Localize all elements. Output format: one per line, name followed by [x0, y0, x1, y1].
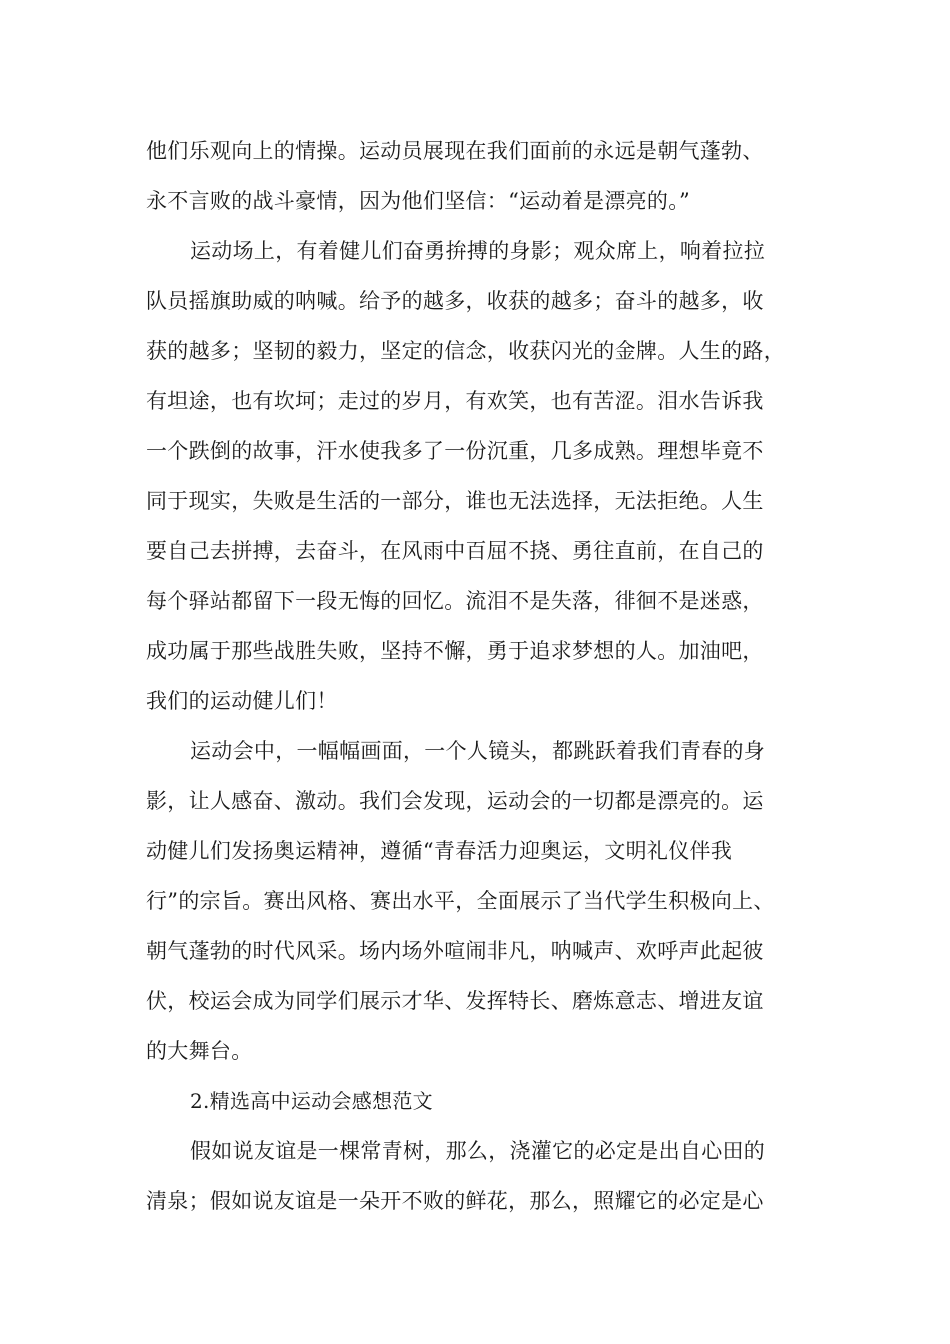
text-line: 运动会中，一幅幅画面，一个人镜头，都跳跃着我们青春的身	[190, 739, 766, 763]
text-line: 我们的运动健儿们！	[146, 689, 338, 713]
text-line: 清泉；假如说友谊是一朵开不败的鲜花，那么，照耀它的必定是心	[146, 1189, 764, 1213]
text-line: 假如说友谊是一棵常青树，那么，浇灌它的必定是出自心田的	[190, 1139, 766, 1163]
text-line: 伏，校运会成为同学们展示才华、发挥特长、磨炼意志、增进友谊	[146, 989, 764, 1013]
text-line: 的大舞台。	[146, 1039, 253, 1063]
text-line: 队员摇旗助威的呐喊。给予的越多，收获的越多；奋斗的越多，收	[146, 289, 764, 313]
text-line: 运动场上，有着健儿们奋勇拚搏的身影；观众席上，响着拉拉	[190, 239, 766, 263]
text-line: 他们乐观向上的情操。运动员展现在我们面前的永远是朝气蓬勃、	[146, 139, 764, 163]
text-line: 同于现实，失败是生活的一部分，谁也无法选择，无法拒绝。人生	[146, 489, 764, 513]
text-line: 要自己去拼搏，去奋斗，在风雨中百屈不挠、勇往直前，在自己的	[146, 539, 764, 563]
text-line: 永不言败的战斗豪情，因为他们坚信：“运动着是漂亮的。”	[146, 189, 691, 213]
text-line: 成功属于那些战胜失败，坚持不懈，勇于追求梦想的人。加油吧，	[146, 639, 764, 663]
text-line: 获的越多；坚韧的毅力，坚定的信念，收获闪光的金牌。人生的路，	[146, 339, 785, 363]
text-line: 一个跌倒的故事，汗水使我多了一份沉重，几多成熟。理想毕竟不	[146, 439, 764, 463]
text-line: 动健儿们发扬奥运精神，遵循“青春活力迎奥运，文明礼仪伴我	[146, 839, 733, 863]
text-line: 朝气蓬勃的时代风采。场内场外喧闹非凡，呐喊声、欢呼声此起彼	[146, 939, 764, 963]
text-line: 每个驿站都留下一段无悔的回忆。流泪不是失落，徘徊不是迷惑，	[146, 589, 764, 613]
text-line: 行”的宗旨。赛出风格、赛出水平，全面展示了当代学生积极向上、	[146, 889, 775, 913]
section-heading: 2.精选高中运动会感想范文	[190, 1089, 433, 1113]
text-line: 有坦途，也有坎坷；走过的岁月，有欢笑，也有苦涩。泪水告诉我	[146, 389, 764, 413]
text-line: 影，让人感奋、激动。我们会发现，运动会的一切都是漂亮的。运	[146, 789, 764, 813]
